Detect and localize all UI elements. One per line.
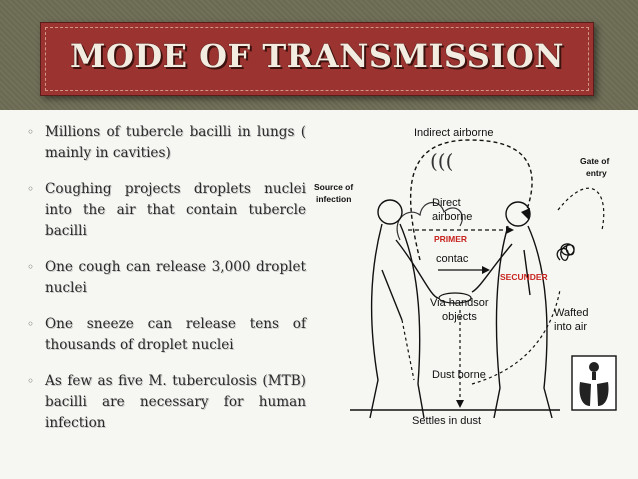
settles-in-dust-label: Settles in dust <box>412 415 482 427</box>
dust-borne-arrow <box>402 320 414 380</box>
primer-label: PRIMER <box>434 234 468 244</box>
direct-airborne-label: Direct <box>432 197 461 209</box>
gate-of-entry-label-2: entry <box>586 168 607 178</box>
gate-of-entry-arrow <box>558 188 604 230</box>
bullet-item <box>24 122 306 164</box>
bullet-item <box>24 179 306 242</box>
direct-airborne-label-2: airborne <box>432 211 473 223</box>
wafted-label: Wafted <box>554 307 589 319</box>
contact-label: contac <box>436 253 469 265</box>
via-hands-label: Via handsor <box>430 297 489 309</box>
indirect-airborne-label: Indirect airborne <box>414 127 494 139</box>
bullet-text: One sneeze can release tens of thousands of droplet nuclei <box>45 316 306 353</box>
bullet-text: Millions of tubercle bacilli in lungs ( mainly in cavities) <box>45 124 306 161</box>
cough-puff-icon: ((( <box>430 149 454 173</box>
bullet-dot-icon: ◦ <box>27 317 35 331</box>
bullet-item <box>24 257 306 299</box>
wafted-label-2: into air <box>554 321 588 333</box>
slide-title: MODE OF TRANSMISSION <box>70 37 564 75</box>
direct-airborne-arrowhead-icon <box>506 226 514 234</box>
source-of-infection-label: Source of <box>314 182 354 192</box>
recipient-person-figure <box>472 202 552 418</box>
title-banner <box>40 22 594 96</box>
secunder-label: SECUNDER <box>500 272 548 282</box>
bullet-text: One cough can release 3,000 droplet nuclei <box>45 259 306 296</box>
settle-arrowhead-icon <box>456 400 464 408</box>
source-person-figure <box>370 200 438 418</box>
bullet-dot-icon: ◦ <box>27 260 35 274</box>
bullet-item <box>24 371 306 434</box>
gate-of-entry-label: Gate of <box>580 156 610 166</box>
bullet-dot-icon: ◦ <box>27 182 35 196</box>
bullet-text: As few as five M. tuberculosis (MTB) bacilli are necessary for human infection <box>45 373 306 431</box>
coil-icon <box>557 244 574 260</box>
source-of-infection-label-2: infection <box>316 194 352 204</box>
bullet-text: Coughing projects droplets nuclei into the air that contain tubercle bacilli <box>45 181 306 239</box>
transmission-diagram-svg <box>310 120 628 432</box>
bullet-item <box>24 314 306 356</box>
transmission-diagram <box>310 120 628 432</box>
dust-borne-label: Dust borne <box>432 369 486 381</box>
bullet-dot-icon: ◦ <box>27 374 35 388</box>
via-hands-label-2: objects <box>442 311 477 323</box>
bullet-dot-icon: ◦ <box>27 125 35 139</box>
indirect-airborne-arrow <box>411 140 532 260</box>
bullet-list <box>24 122 306 449</box>
